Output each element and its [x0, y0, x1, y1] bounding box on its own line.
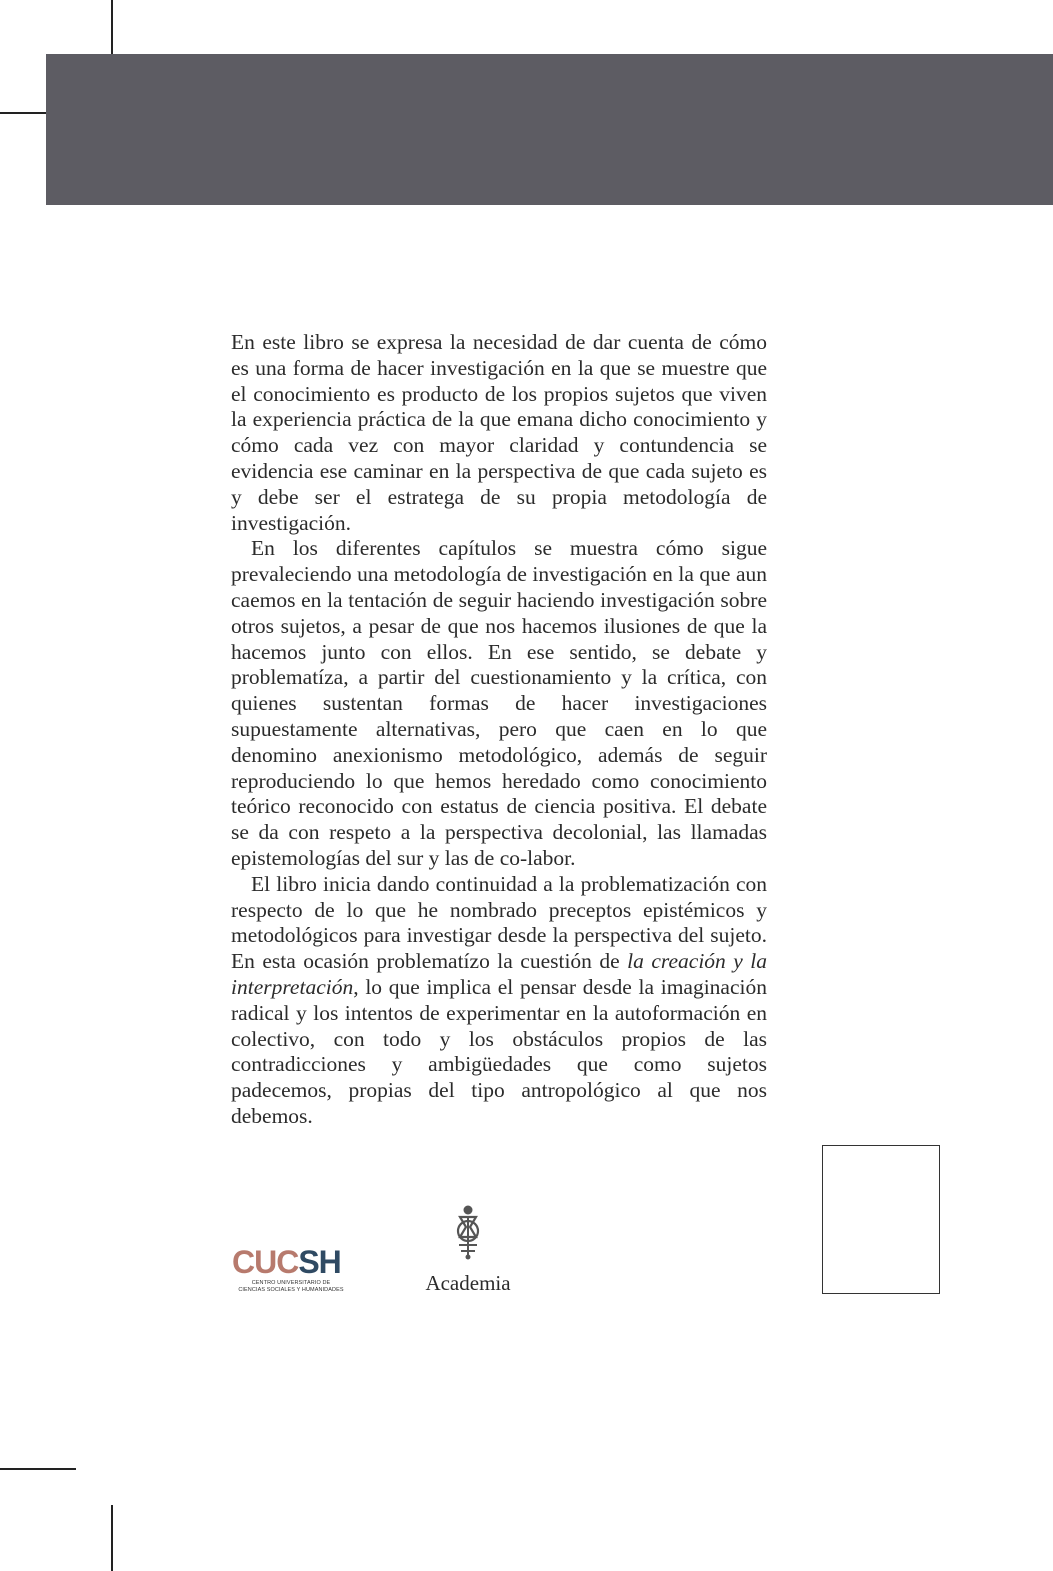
blurb-paragraph-1: En este libro se expresa la necesidad de dar cuenta de cómo es una forma de hacer investigación en la que se muestre que el conocimiento es producto de los propios sujetos que viven la experiencia práctica de la que emana dicho conocimiento y cómo cada vez con mayor claridad y contundencia se evidencia ese caminar en la perspectiva de que cada sujeto es y debe ser el estratega de su propia metodología de investigación.	[231, 330, 767, 535]
cucsh-subtitle-line2: CIENCIAS SOCIALES Y HUMANIDADES	[238, 1287, 344, 1293]
blurb-paragraph-2: En los diferentes capítulos se muestra cómo sigue prevaleciendo una metodología de investigación en la que aun caemos en la tentación de seguir haciendo investigación sobre otros sujetos, a pesar de que nos hacemos ilusiones de que la hacemos junto con ellos. En ese sentido, se debate y problematíza, a partir del cuestionamiento y la crítica, con quienes sustentan formas de hacer investigaciones supuestamente alternativas, pero que caen en lo que denomino anexionismo metodológico, además de seguir reproduciendo lo que hemos heredado como conocimiento teórico reconocido con estatus de ciencia positiva. El debate se da con respeto a la perspectiva decolonial, las llamadas epistemologías del sur y las de co-labor.	[231, 536, 767, 870]
blurb-paragraph-3-end: , lo que implica el pensar desde la imaginación radical y los intentos de experimentar en la autoformación en colectivo, con todo y los obstáculos propios de las contradicciones y ambigüedades que como sujetos padecemos, propias del tipo antropológico al que nos debemos.	[231, 974, 767, 1128]
back-cover-blurb	[231, 330, 767, 1130]
academia-emblem-icon	[448, 1205, 488, 1263]
cucsh-logo	[232, 1245, 350, 1295]
header-band	[46, 54, 1053, 205]
blurb-paragraph-3	[231, 872, 767, 1130]
cucsh-wordmark-blue: SH	[298, 1244, 341, 1280]
cucsh-wordmark	[232, 1245, 350, 1279]
academia-name: Academia	[425, 1271, 511, 1295]
blurb-italic-phrase: la creación y la interpretación	[231, 949, 767, 999]
blurb-paragraph-3-start: El libro inicia dando continuidad a la problematización con respecto de lo que he nombrado preceptos epistémicos y metodológicos para investigar desde la perspectiva del sujeto. En esta ocasión problematízo la cuestión de	[231, 871, 767, 974]
barcode-placeholder-box	[822, 1145, 940, 1294]
crop-mark-bottom-vertical	[111, 1505, 113, 1571]
academia-logo	[415, 1205, 521, 1300]
cucsh-wordmark-red: CUC	[232, 1244, 299, 1280]
crop-mark-bottom-horizontal	[0, 1468, 76, 1470]
cucsh-subtitle-line1: CENTRO UNIVERSITARIO DE	[251, 1280, 331, 1286]
